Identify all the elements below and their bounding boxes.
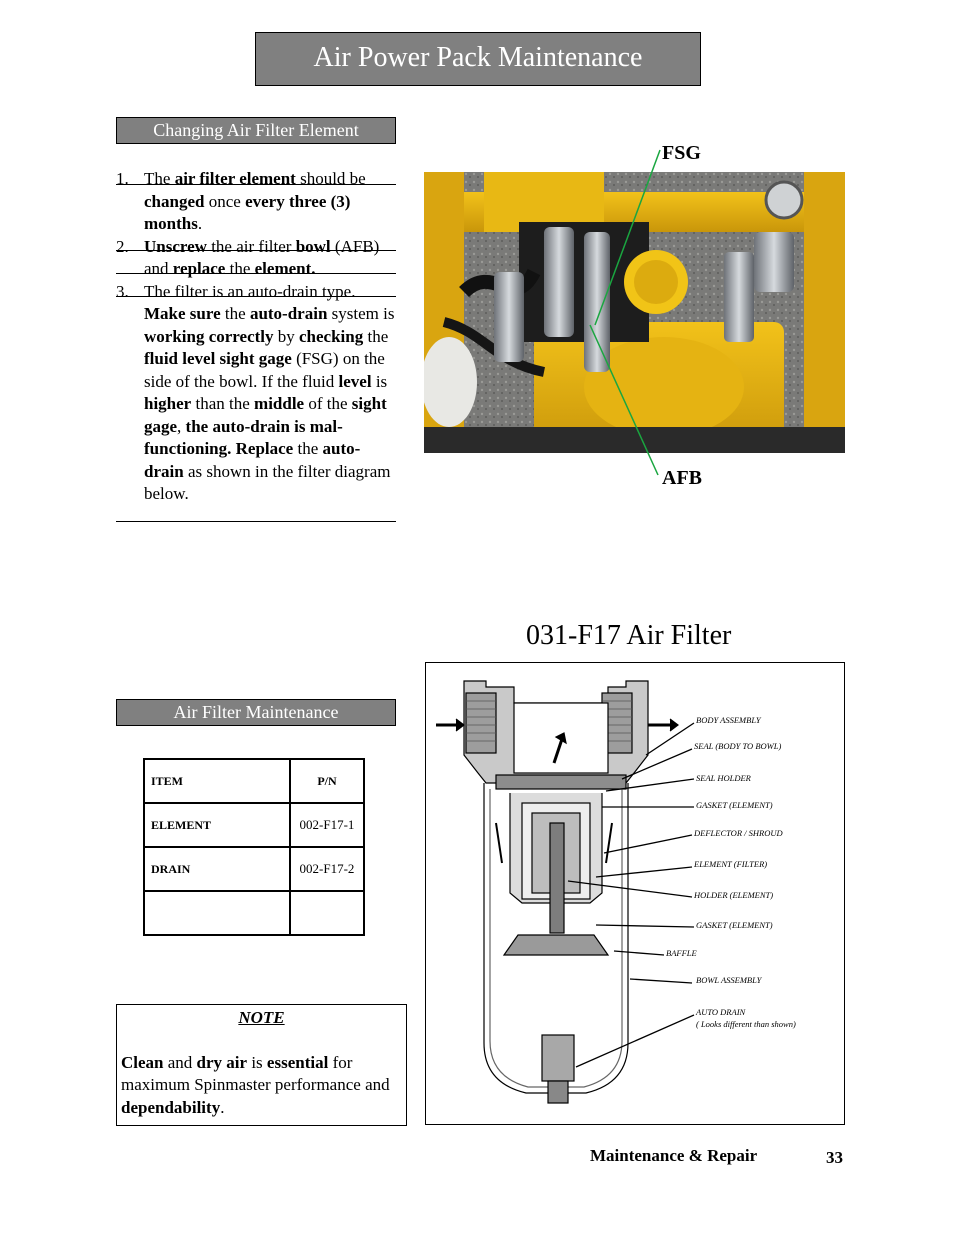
step-number: 3. xyxy=(116,281,129,301)
bold-text-run: Clean xyxy=(121,1052,164,1072)
rule-line xyxy=(116,296,396,297)
air-power-pack-photo xyxy=(424,172,845,453)
text-run: and xyxy=(163,1052,197,1072)
rule-line xyxy=(116,521,396,522)
table-row xyxy=(144,803,364,847)
callout-seal-body-to-bowl: SEAL (BODY TO BOWL) xyxy=(694,741,782,751)
bold-text-run: element. xyxy=(254,259,316,278)
step-text xyxy=(144,282,394,504)
bold-text-run: auto-drain xyxy=(144,439,361,481)
bold-text-run: Replace xyxy=(235,439,294,458)
figure-title: 031-F17 Air Filter xyxy=(526,620,732,651)
text-run: should be xyxy=(295,169,366,188)
step-text xyxy=(144,169,366,233)
section-heading-filter-maintenance: Air Filter Maintenance xyxy=(116,699,396,726)
callout-baffle: BAFFLE xyxy=(666,948,697,958)
text-run: than the xyxy=(191,394,255,413)
rule-line xyxy=(116,273,396,274)
bold-text-run: fluid level sight gage xyxy=(144,349,292,368)
footer-section-name: Maintenance & Repair xyxy=(590,1146,758,1165)
bold-text-run: dry air xyxy=(196,1052,248,1072)
filter-cutaway-illustration xyxy=(426,663,844,1124)
text-run: , xyxy=(177,416,186,436)
text-run: (AFB) and xyxy=(144,236,380,278)
table-row xyxy=(144,847,364,891)
text-run: (FSG) on the side of the bowl. If the fluid xyxy=(144,349,385,391)
rule-line xyxy=(116,250,396,251)
callout-body-assembly: BODY ASSEMBLY xyxy=(696,715,761,725)
text-run: the air filter xyxy=(206,236,296,256)
table-header-item: ITEM xyxy=(144,759,290,803)
callout-bowl-assembly: BOWL ASSEMBLY xyxy=(696,975,762,985)
bold-text-run: Make sure xyxy=(144,304,221,323)
text-run: The xyxy=(144,169,175,188)
note-text xyxy=(121,1052,402,1120)
parts-table xyxy=(143,758,365,936)
text-run: the xyxy=(293,439,323,458)
rule-line xyxy=(116,184,396,185)
bold-text-run: every three (3) months xyxy=(144,191,351,233)
text-run: the xyxy=(220,304,250,323)
note-box xyxy=(116,1004,407,1126)
text-run: the xyxy=(225,259,255,278)
section-heading-changing-filter: Changing Air Filter Element xyxy=(116,117,396,144)
table-cell-item: ELEMENT xyxy=(144,803,290,847)
text-run: for maximum Spinmaster performance and xyxy=(121,1052,390,1094)
step-text xyxy=(144,237,379,279)
bold-text-run: higher xyxy=(144,394,192,413)
text-run: is xyxy=(247,1052,267,1072)
bold-text-run: the auto-drain is mal-functioning. xyxy=(144,416,343,458)
table-header-row xyxy=(144,759,364,803)
table-header-pn: P/N xyxy=(290,759,364,803)
bold-text-run: sight gage xyxy=(144,394,387,436)
photo-illustration xyxy=(424,172,845,453)
text-run: by xyxy=(273,326,300,346)
callout-seal-holder: SEAL HOLDER xyxy=(696,773,751,783)
bold-text-run: changed xyxy=(144,191,205,211)
callout-auto-drain: AUTO DRAIN xyxy=(696,1007,746,1017)
bold-text-run: replace xyxy=(172,259,226,278)
bold-text-run: working correctly xyxy=(144,326,274,346)
text-run: . xyxy=(197,214,203,233)
table-cell-pn: 002-F17-2 xyxy=(290,847,364,891)
text-run: the xyxy=(363,326,389,346)
fsg-label: FSG xyxy=(662,142,701,164)
callout-gasket-element: GASKET (ELEMENT) xyxy=(696,800,773,810)
bold-text-run: Unscrew xyxy=(144,236,207,256)
text-run: system is xyxy=(327,304,395,323)
table-cell-item xyxy=(144,891,290,935)
step-number: 2. xyxy=(116,236,129,256)
text-run: of the xyxy=(304,394,352,413)
instruction-steps xyxy=(116,168,396,506)
bold-text-run: essential xyxy=(266,1052,329,1072)
step-number: 1. xyxy=(116,169,129,188)
bold-text-run: auto-drain xyxy=(249,304,328,323)
text-run: is xyxy=(371,371,388,391)
callout-auto-drain-note: ( Looks different than shown) xyxy=(696,1019,796,1029)
table-cell-item: DRAIN xyxy=(144,847,290,891)
bold-text-run: checking xyxy=(299,326,364,346)
callout-element-filter: ELEMENT (FILTER) xyxy=(694,859,768,869)
text-run: as shown in the filter diagram below. xyxy=(144,461,391,503)
text-run: The filter is an auto-drain type. xyxy=(144,281,356,301)
air-filter-diagram xyxy=(425,662,845,1125)
callout-gasket-element-2: GASKET (ELEMENT) xyxy=(696,920,773,930)
bold-text-run: level xyxy=(338,371,372,391)
callout-holder-element: HOLDER (ELEMENT) xyxy=(694,890,774,900)
step-1 xyxy=(116,168,396,236)
table-row xyxy=(144,891,364,935)
page-title: Air Power Pack Maintenance xyxy=(255,32,701,86)
afb-label: AFB xyxy=(662,467,702,489)
bold-text-run: dependability xyxy=(121,1097,221,1117)
table-cell-pn: 002-F17-1 xyxy=(290,803,364,847)
bold-text-run: bowl xyxy=(295,236,331,256)
table-cell-pn xyxy=(290,891,364,935)
callout-deflector-shroud: DEFLECTOR / SHROUD xyxy=(694,828,783,838)
text-run: . xyxy=(220,1097,225,1117)
note-heading: NOTE xyxy=(238,1008,285,1027)
bold-text-run: air filter element xyxy=(174,169,296,188)
text-run: once xyxy=(204,191,246,211)
bold-text-run: middle xyxy=(254,394,305,413)
step-3 xyxy=(116,281,396,506)
page-number: 33 xyxy=(826,1148,843,1167)
